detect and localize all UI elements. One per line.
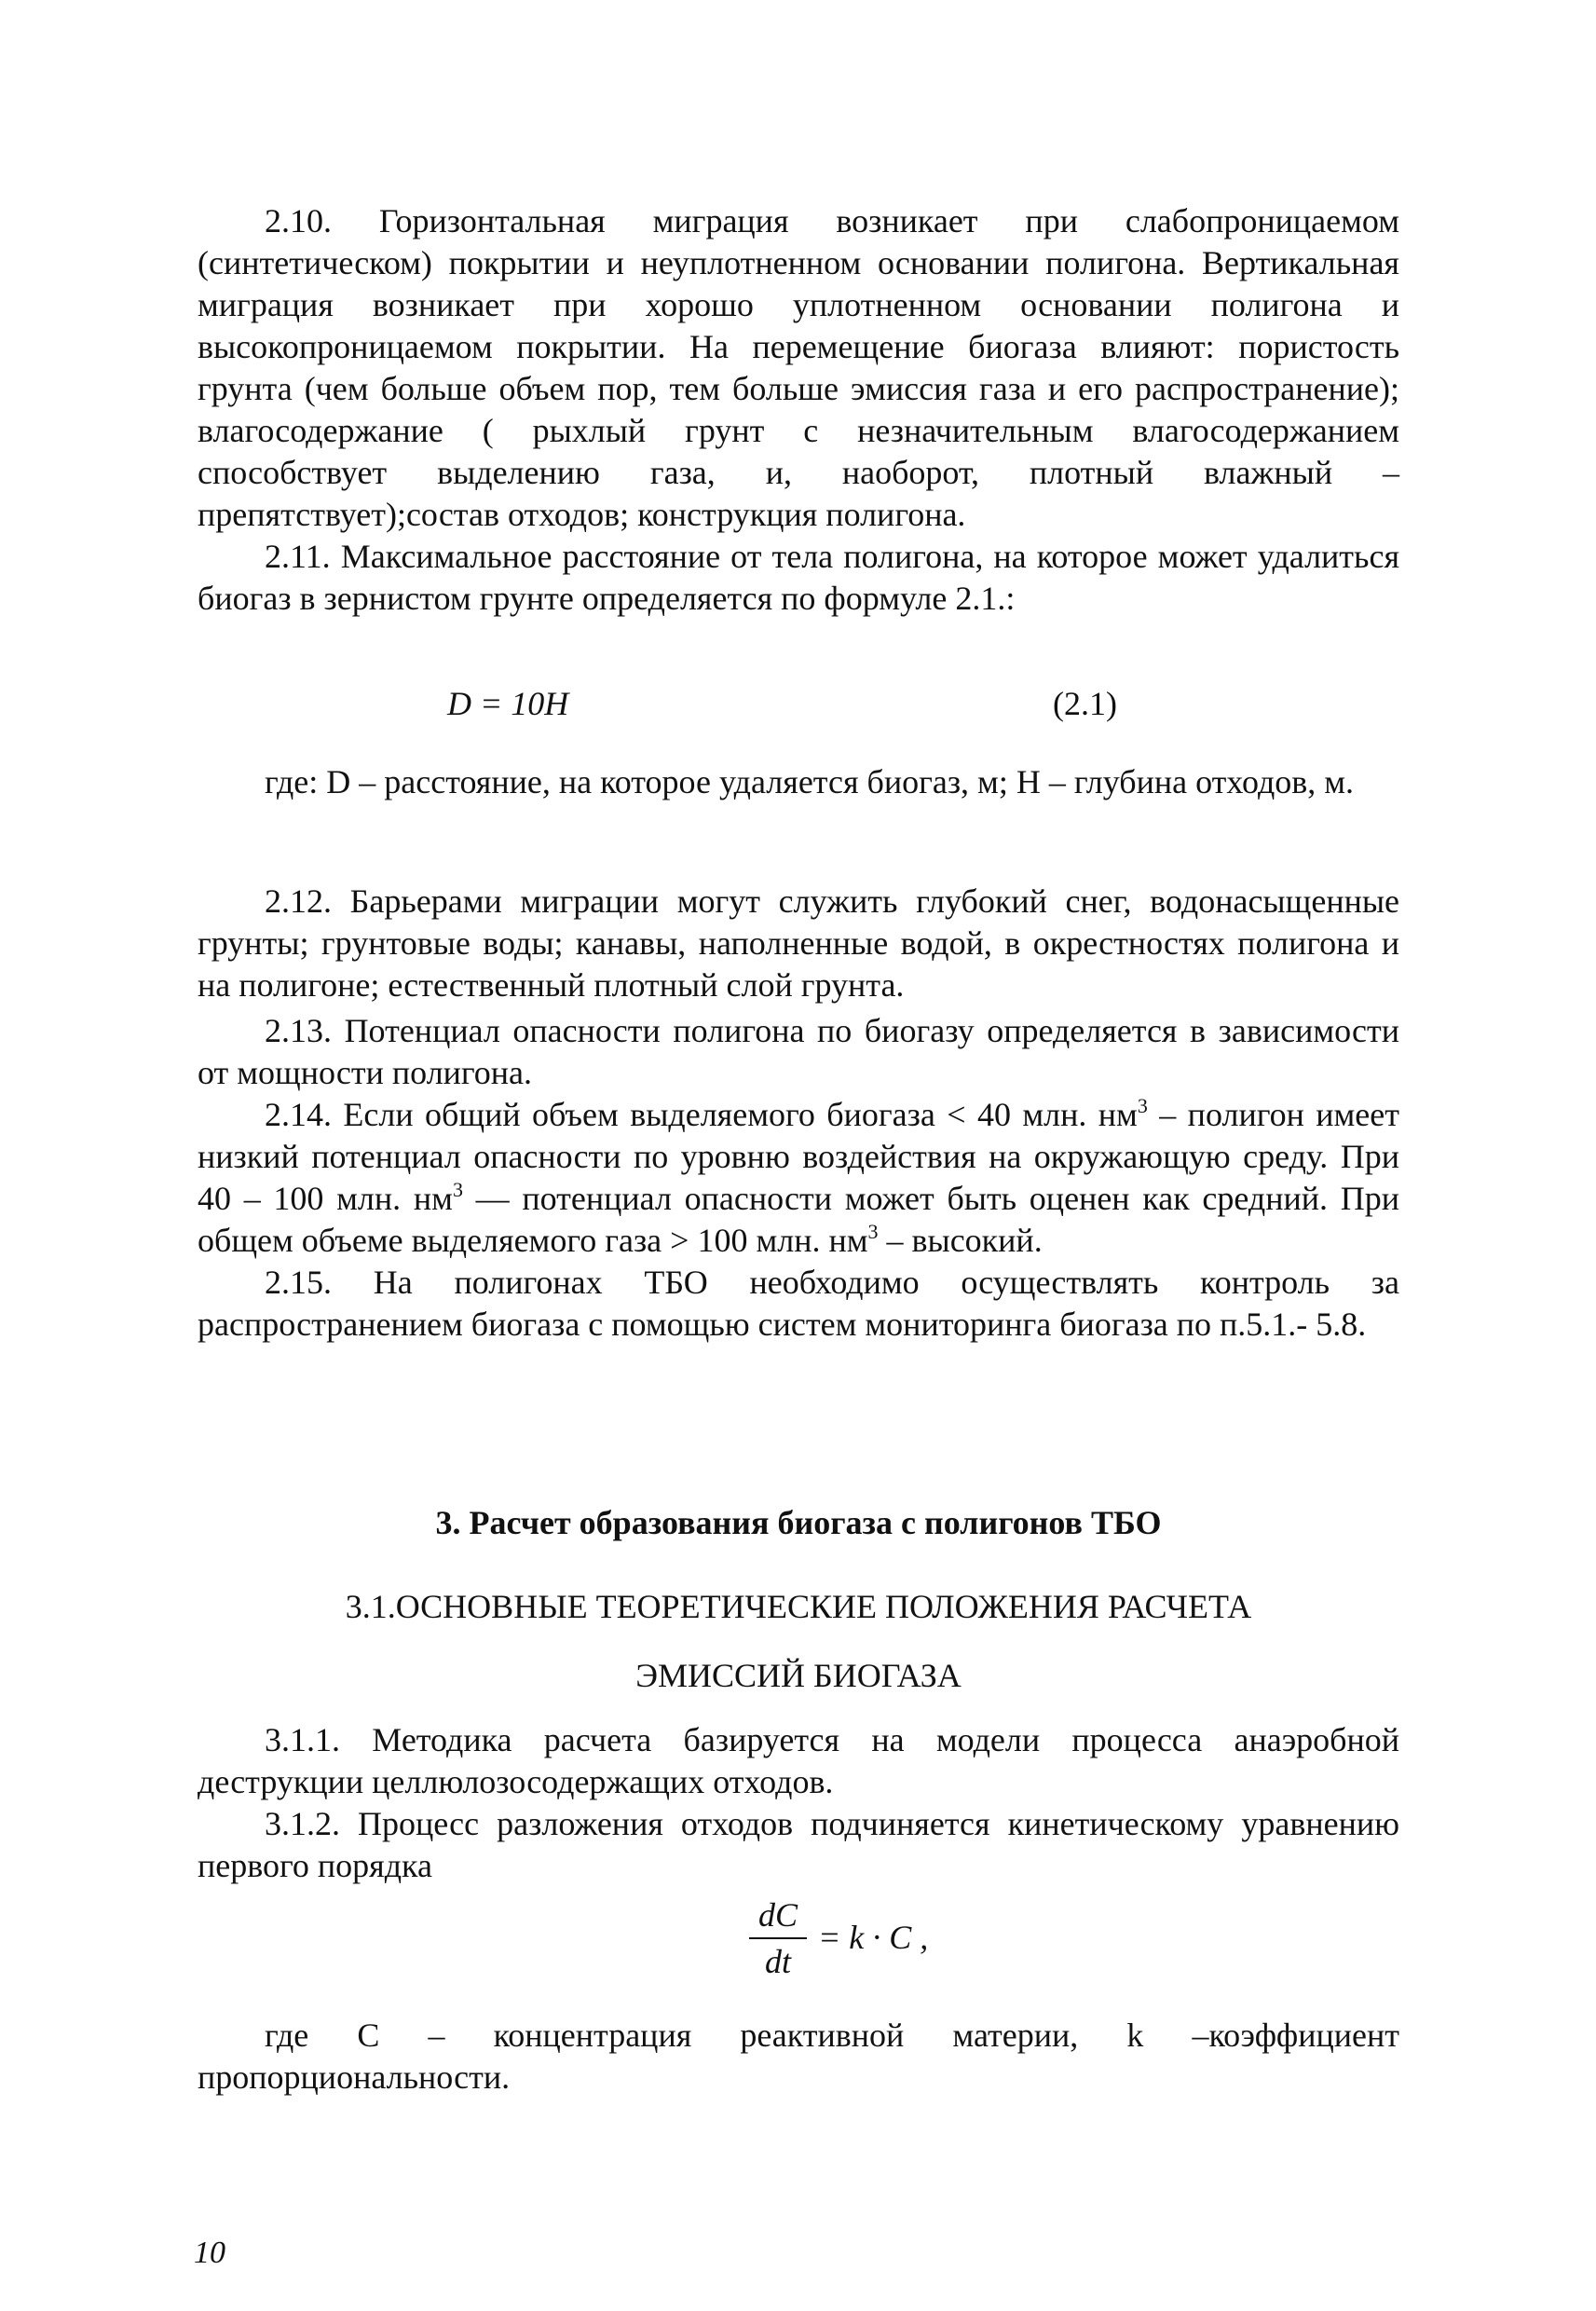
- text-line: уравнению первого порядка: [198, 1805, 1400, 1884]
- paragraph-3-1-2: [198, 1803, 1399, 1887]
- text-line: 5.8.: [1316, 1306, 1367, 1343]
- formula-number: (2.1): [1053, 685, 1117, 722]
- formula-right-side: = k · C ,: [818, 1919, 929, 1956]
- text-run: 2.14. Если общий объем выделяемого биогаза < 40 млн. нм: [265, 1096, 1138, 1133]
- text-line: распространением биогаза с помощью систем мониторинга биогаза по п.5.1.-: [198, 1306, 1308, 1343]
- text-line: окрестностях полигона и на полигоне; естественный плотный слой грунта.: [198, 924, 1400, 1004]
- superscript: 3: [867, 1220, 879, 1243]
- section-3-1-title-line1: 3.1.ОСНОВНЫЕ ТЕОРЕТИЧЕСКИЕ ПОЛОЖЕНИЯ РАСЧЕТА: [345, 1588, 1252, 1625]
- kinetic-formula-explanation: [198, 2015, 1399, 2099]
- superscript: 3: [1137, 1094, 1148, 1117]
- text-line: водонасыщенные грунты; грунтовые воды; канавы, наполненные водой, в: [198, 882, 1400, 962]
- text-line: 2.15. На полигонах ТБО необходимо осуществлять контроль за: [265, 1264, 1399, 1301]
- section-3-title: 3. Расчет образования биогаза с полигонов ТБО: [435, 1504, 1162, 1541]
- text-run: — потенциал опасности может быть оценен как средний. При общем объеме выделяемого газа > 100 млн. нм: [198, 1180, 1399, 1259]
- text-line: удалиться биогаз в зернистом грунте определяется по формуле 2.1.:: [198, 538, 1399, 617]
- formula-2-1: [198, 683, 1399, 728]
- text-run: – высокий.: [878, 1222, 1043, 1259]
- text-line: зависимости от мощности полигона.: [198, 1012, 1399, 1091]
- formula-2-1-explanation: [198, 761, 1399, 803]
- text-line: пропорциональности.: [198, 2058, 511, 2096]
- fraction-numerator: dC: [757, 1896, 798, 1934]
- text-line: 2.11. Максимальное расстояние от тела полигона, на которое может: [265, 538, 1248, 575]
- superscript: 3: [452, 1178, 463, 1201]
- page-number: 10: [194, 2236, 225, 2270]
- text-line: распространение); влагосодержание ( рыхлый грунт с незначительным: [198, 370, 1400, 449]
- formula-expression: D = 10H: [447, 685, 569, 722]
- text-line: влагосодержанием способствует выделению газа, и, наоборот, плотный: [198, 412, 1400, 491]
- text-run: – полигон имеет низкий потенциал опасности по уровню воздействия на окружающую среду. При 40 – 100 млн. нм: [198, 1096, 1399, 1217]
- paragraph-2-15: [198, 1262, 1399, 1346]
- paragraph-2-12: [198, 881, 1399, 1006]
- section-3-1-title-line2: ЭМИССИЙ БИОГАЗА: [635, 1657, 962, 1694]
- text-line: Вертикальная миграция возникает при хорошо уплотненном основании: [198, 244, 1399, 323]
- paragraph-2-10: [198, 200, 1399, 536]
- text-line: где: D – расстояние, на которое удаляется биогаз, м; H – глубина: [265, 763, 1188, 800]
- text-line: 2.13. Потенциал опасности полигона по биогазу определяется в: [265, 1012, 1207, 1049]
- text-line: деструкции целлюлозосодержащих отходов.: [198, 1763, 834, 1800]
- text-line: (синтетическом) покрытии и неуплотненном основании полигона.: [198, 244, 1186, 281]
- text-line: где C – концентрация реактивной материи, k –коэффициент: [265, 2017, 1399, 2054]
- text-line: пористость грунта (чем больше объем пор, тем больше эмиссия газа и его: [198, 328, 1400, 407]
- text-line: полигона и высокопроницаемом покрытии. На перемещение биогаза влияют:: [198, 286, 1399, 365]
- text-line: 2.12. Барьерами миграции могут служить глубокий снег,: [265, 882, 1132, 920]
- paragraph-3-1-1: [198, 1719, 1399, 1803]
- text-line: 3.1.2. Процесс разложения отходов подчиняется кинетическому: [265, 1805, 1224, 1842]
- paragraph-2-14: [198, 1094, 1399, 1262]
- kinetic-formula: [745, 1894, 969, 1997]
- paragraph-2-13: [198, 1010, 1399, 1094]
- text-line: 2.10. Горизонтальная миграция возникает при слабопроницаемом: [265, 202, 1399, 239]
- fraction-denominator: dt: [764, 1943, 791, 1980]
- text-line: отходов, м.: [1195, 763, 1355, 800]
- text-line: влажный – препятствует);состав отходов; конструкция полигона.: [198, 454, 1400, 533]
- paragraph-2-11: [198, 536, 1399, 620]
- fraction-bar: [749, 1937, 807, 1939]
- derivative-fraction: [745, 1894, 811, 1982]
- text-line: 3.1.1. Методика расчета базируется на модели процесса анаэробной: [265, 1721, 1399, 1758]
